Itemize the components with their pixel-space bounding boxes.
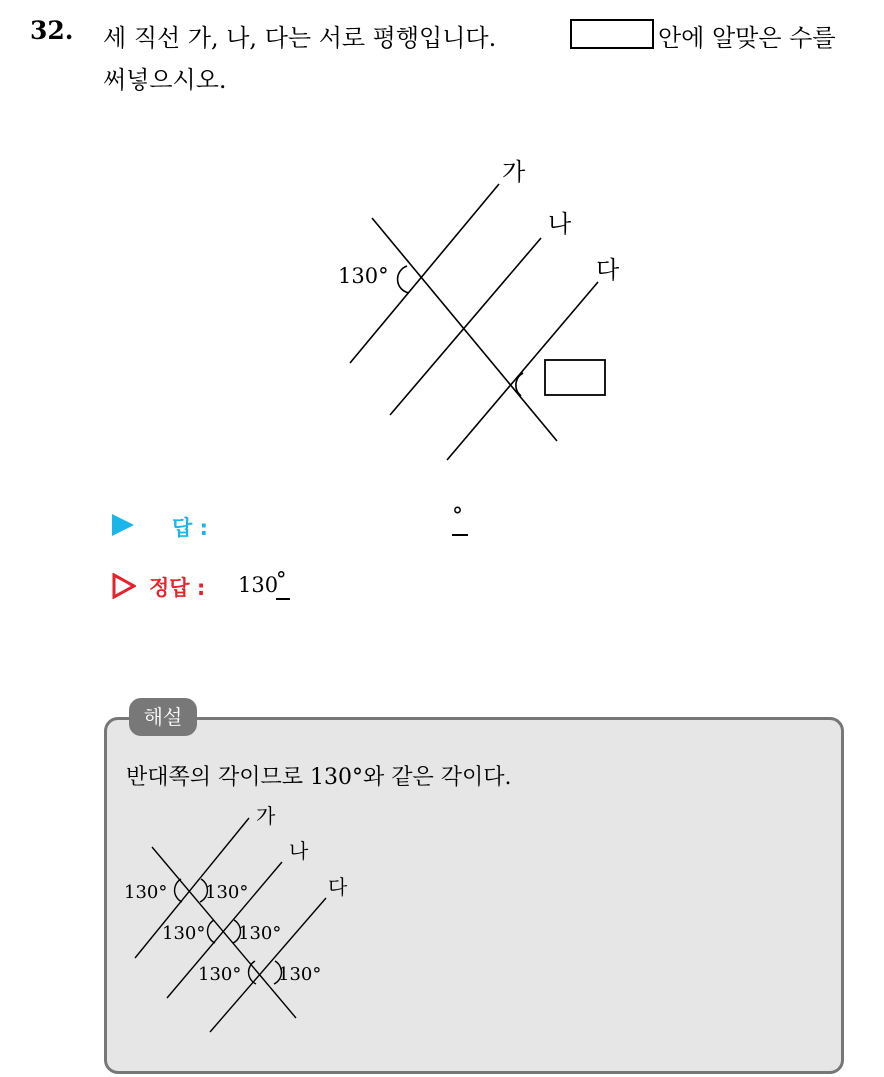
solution-label: 정답 : [149,576,206,600]
question-text-line1: 세 직선 가, 나, 다는 서로 평행입니다. [103,24,497,52]
exp-angle-label: 130° [205,882,249,903]
solution-degree-unit: ° [276,568,287,592]
exp-line-label-da: 다 [328,875,348,899]
question-number: 32. [30,16,74,45]
given-angle-label: 130° [338,264,389,288]
question-text-line2: 써넣으시오. [103,66,227,94]
line-label-na: 나 [548,210,572,238]
answer-label: 답 : [172,516,208,540]
exp-angle-label: 130° [238,923,282,944]
exp-line-label-ga: 가 [256,804,276,828]
line-label-ga: 가 [502,158,526,186]
question-text-line1-after-blank: 안에 알맞은 수를 [658,24,836,52]
answer-degree-unit: ° [452,504,463,529]
exp-angle-label: 130° [278,964,322,985]
exp-line-label-na: 나 [289,839,309,863]
exp-angle-label: 130° [124,882,168,903]
explanation-tab: 해설 [129,698,197,736]
explanation-text: 반대쪽의 각이므로 130°와 같은 각이다. [126,765,512,790]
exp-angle-label: 130° [198,964,242,985]
line-label-da: 다 [596,256,620,284]
solution-value: 130 [238,573,279,597]
exp-angle-label: 130° [162,923,206,944]
